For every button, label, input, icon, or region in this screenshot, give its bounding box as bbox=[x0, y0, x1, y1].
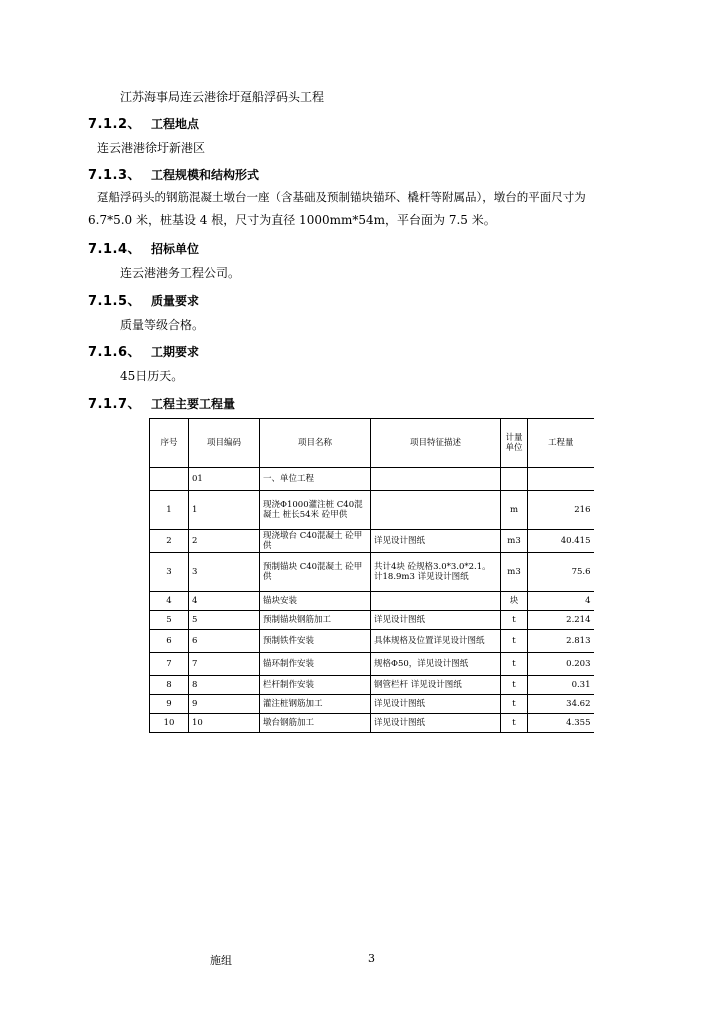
cell-code: 6 bbox=[189, 630, 260, 653]
cell-name: 墩台钢筋加工 bbox=[260, 714, 371, 733]
section-number: 7.1.4、 bbox=[88, 242, 142, 257]
cell-qty: 4 bbox=[528, 592, 594, 611]
cell-name: 灌注桩钢筋加工 bbox=[260, 695, 371, 714]
table-row bbox=[150, 695, 594, 714]
location-text: 连云港港徐圩新港区 bbox=[97, 141, 206, 155]
cell-qty: 40.415 bbox=[528, 530, 594, 553]
section-title: 工程规模和结构形式 bbox=[151, 168, 260, 182]
cell-desc: 详见设计图纸 bbox=[371, 530, 501, 553]
cell-unit: t bbox=[501, 611, 528, 630]
cell-unit: t bbox=[501, 714, 528, 733]
table-row bbox=[150, 491, 594, 530]
section-number: 7.1.5、 bbox=[88, 294, 142, 309]
cell-no: 10 bbox=[150, 714, 189, 733]
section-heading-location bbox=[88, 113, 199, 132]
cell-unit: t bbox=[501, 695, 528, 714]
cell-code: 5 bbox=[189, 611, 260, 630]
cell-desc bbox=[371, 592, 501, 611]
section-heading-scale bbox=[88, 164, 259, 183]
cell-name: 预制铁件安装 bbox=[260, 630, 371, 653]
table-row bbox=[150, 592, 594, 611]
section-title: 质量要求 bbox=[151, 294, 200, 308]
cell-name: 预制锚块 C40混凝土 砼甲供 bbox=[260, 553, 371, 592]
cell-name: 预制锚块钢筋加工 bbox=[260, 611, 371, 630]
table-row bbox=[150, 630, 594, 653]
section-heading-duration bbox=[88, 341, 199, 360]
cell-no: 6 bbox=[150, 630, 189, 653]
cell-no: 8 bbox=[150, 676, 189, 695]
cell-unit: t bbox=[501, 630, 528, 653]
section-title: 工期要求 bbox=[151, 345, 200, 359]
cell-name: 栏杆制作安装 bbox=[260, 676, 371, 695]
cell-unit bbox=[501, 468, 528, 491]
table-row bbox=[150, 714, 594, 733]
table-row bbox=[150, 468, 594, 491]
cell-no bbox=[150, 468, 189, 491]
cell-code: 10 bbox=[189, 714, 260, 733]
section-heading-quantities bbox=[88, 393, 235, 412]
cell-qty: 75.6 bbox=[528, 553, 594, 592]
cell-qty: 0.203 bbox=[528, 653, 594, 676]
cell-desc: 详见设计图纸 bbox=[371, 611, 501, 630]
col-header-name: 项目名称 bbox=[260, 419, 371, 468]
cell-unit: m3 bbox=[501, 530, 528, 553]
cell-qty: 2.813 bbox=[528, 630, 594, 653]
cell-unit: t bbox=[501, 676, 528, 695]
cell-qty: 0.31 bbox=[528, 676, 594, 695]
duration-text: 45日历天。 bbox=[120, 369, 184, 383]
cell-desc: 详见设计图纸 bbox=[371, 695, 501, 714]
cell-unit: m bbox=[501, 491, 528, 530]
cell-no: 3 bbox=[150, 553, 189, 592]
bidder-text: 连云港港务工程公司。 bbox=[120, 266, 241, 280]
table-row bbox=[150, 553, 594, 592]
quantities-table bbox=[149, 418, 594, 733]
cell-desc: 具体规格及位置详见设计图纸 bbox=[371, 630, 501, 653]
section-title: 工程主要工程量 bbox=[151, 397, 236, 411]
section-title: 招标单位 bbox=[151, 242, 200, 256]
cell-no: 1 bbox=[150, 491, 189, 530]
section-number: 7.1.2、 bbox=[88, 117, 142, 132]
cell-code: 7 bbox=[189, 653, 260, 676]
cell-qty: 2.214 bbox=[528, 611, 594, 630]
scale-text-line1: 趸船浮码头的钢筋混凝土墩台一座（含基础及预制锚块锚环、橇杆等附属品），墩台的平面尺寸为 bbox=[97, 190, 586, 204]
section-heading-quality bbox=[88, 290, 199, 309]
cell-desc: 钢管栏杆 详见设计图纸 bbox=[371, 676, 501, 695]
cell-desc bbox=[371, 491, 501, 530]
cell-no: 2 bbox=[150, 530, 189, 553]
cell-code: 01 bbox=[189, 468, 260, 491]
section-number: 7.1.3、 bbox=[88, 168, 142, 183]
cell-code: 9 bbox=[189, 695, 260, 714]
cell-code: 8 bbox=[189, 676, 260, 695]
table-row bbox=[150, 611, 594, 630]
cell-name: 一、单位工程 bbox=[260, 468, 371, 491]
cell-no: 9 bbox=[150, 695, 189, 714]
cell-no: 4 bbox=[150, 592, 189, 611]
cell-qty bbox=[528, 468, 594, 491]
cell-unit: 块 bbox=[501, 592, 528, 611]
col-header-no: 序号 bbox=[150, 419, 189, 468]
cell-code: 2 bbox=[189, 530, 260, 553]
cell-name: 锚块安装 bbox=[260, 592, 371, 611]
cell-name: 现浇Φ1000灌注桩 C40混凝土 桩长54米 砼甲供 bbox=[260, 491, 371, 530]
cell-no: 7 bbox=[150, 653, 189, 676]
col-header-unit: 计量单位 bbox=[501, 419, 528, 468]
cell-name: 锚环制作安装 bbox=[260, 653, 371, 676]
table-row bbox=[150, 653, 594, 676]
table-row bbox=[150, 676, 594, 695]
cell-desc bbox=[371, 468, 501, 491]
col-header-qty: 工程量 bbox=[528, 419, 594, 468]
cell-unit: m3 bbox=[501, 553, 528, 592]
cell-qty: 4.355 bbox=[528, 714, 594, 733]
scale-text-line2: 6.7*5.0 米，桩基设 4 根，尺寸为直径 1000mm*54m，平台面为 7.5 米。 bbox=[88, 213, 496, 227]
quality-text: 质量等级合格。 bbox=[120, 318, 205, 332]
table-row bbox=[150, 530, 594, 553]
cell-desc: 详见设计图纸 bbox=[371, 714, 501, 733]
cell-no: 5 bbox=[150, 611, 189, 630]
cell-code: 1 bbox=[189, 491, 260, 530]
section-number: 7.1.7、 bbox=[88, 397, 142, 412]
section-title: 工程地点 bbox=[151, 117, 200, 131]
section-heading-bidder bbox=[88, 238, 199, 257]
cell-desc: 共计4块 砼规格3.0*3.0*2.1。计18.9m3 详见设计图纸 bbox=[371, 553, 501, 592]
footer-left: 施组 bbox=[210, 954, 232, 967]
table-header-row bbox=[150, 419, 594, 468]
cell-code: 4 bbox=[189, 592, 260, 611]
col-header-desc: 项目特征描述 bbox=[371, 419, 501, 468]
col-header-code: 项目编码 bbox=[189, 419, 260, 468]
cell-code: 3 bbox=[189, 553, 260, 592]
cell-qty: 216 bbox=[528, 491, 594, 530]
cell-name: 现浇墩台 C40混凝土 砼甲供 bbox=[260, 530, 371, 553]
section-number: 7.1.6、 bbox=[88, 345, 142, 360]
page-number: 3 bbox=[368, 952, 375, 965]
header-line: 江苏海事局连云港徐圩趸船浮码头工程 bbox=[120, 90, 325, 104]
cell-unit: t bbox=[501, 653, 528, 676]
cell-qty: 34.62 bbox=[528, 695, 594, 714]
cell-desc: 规格Φ50，详见设计图纸 bbox=[371, 653, 501, 676]
